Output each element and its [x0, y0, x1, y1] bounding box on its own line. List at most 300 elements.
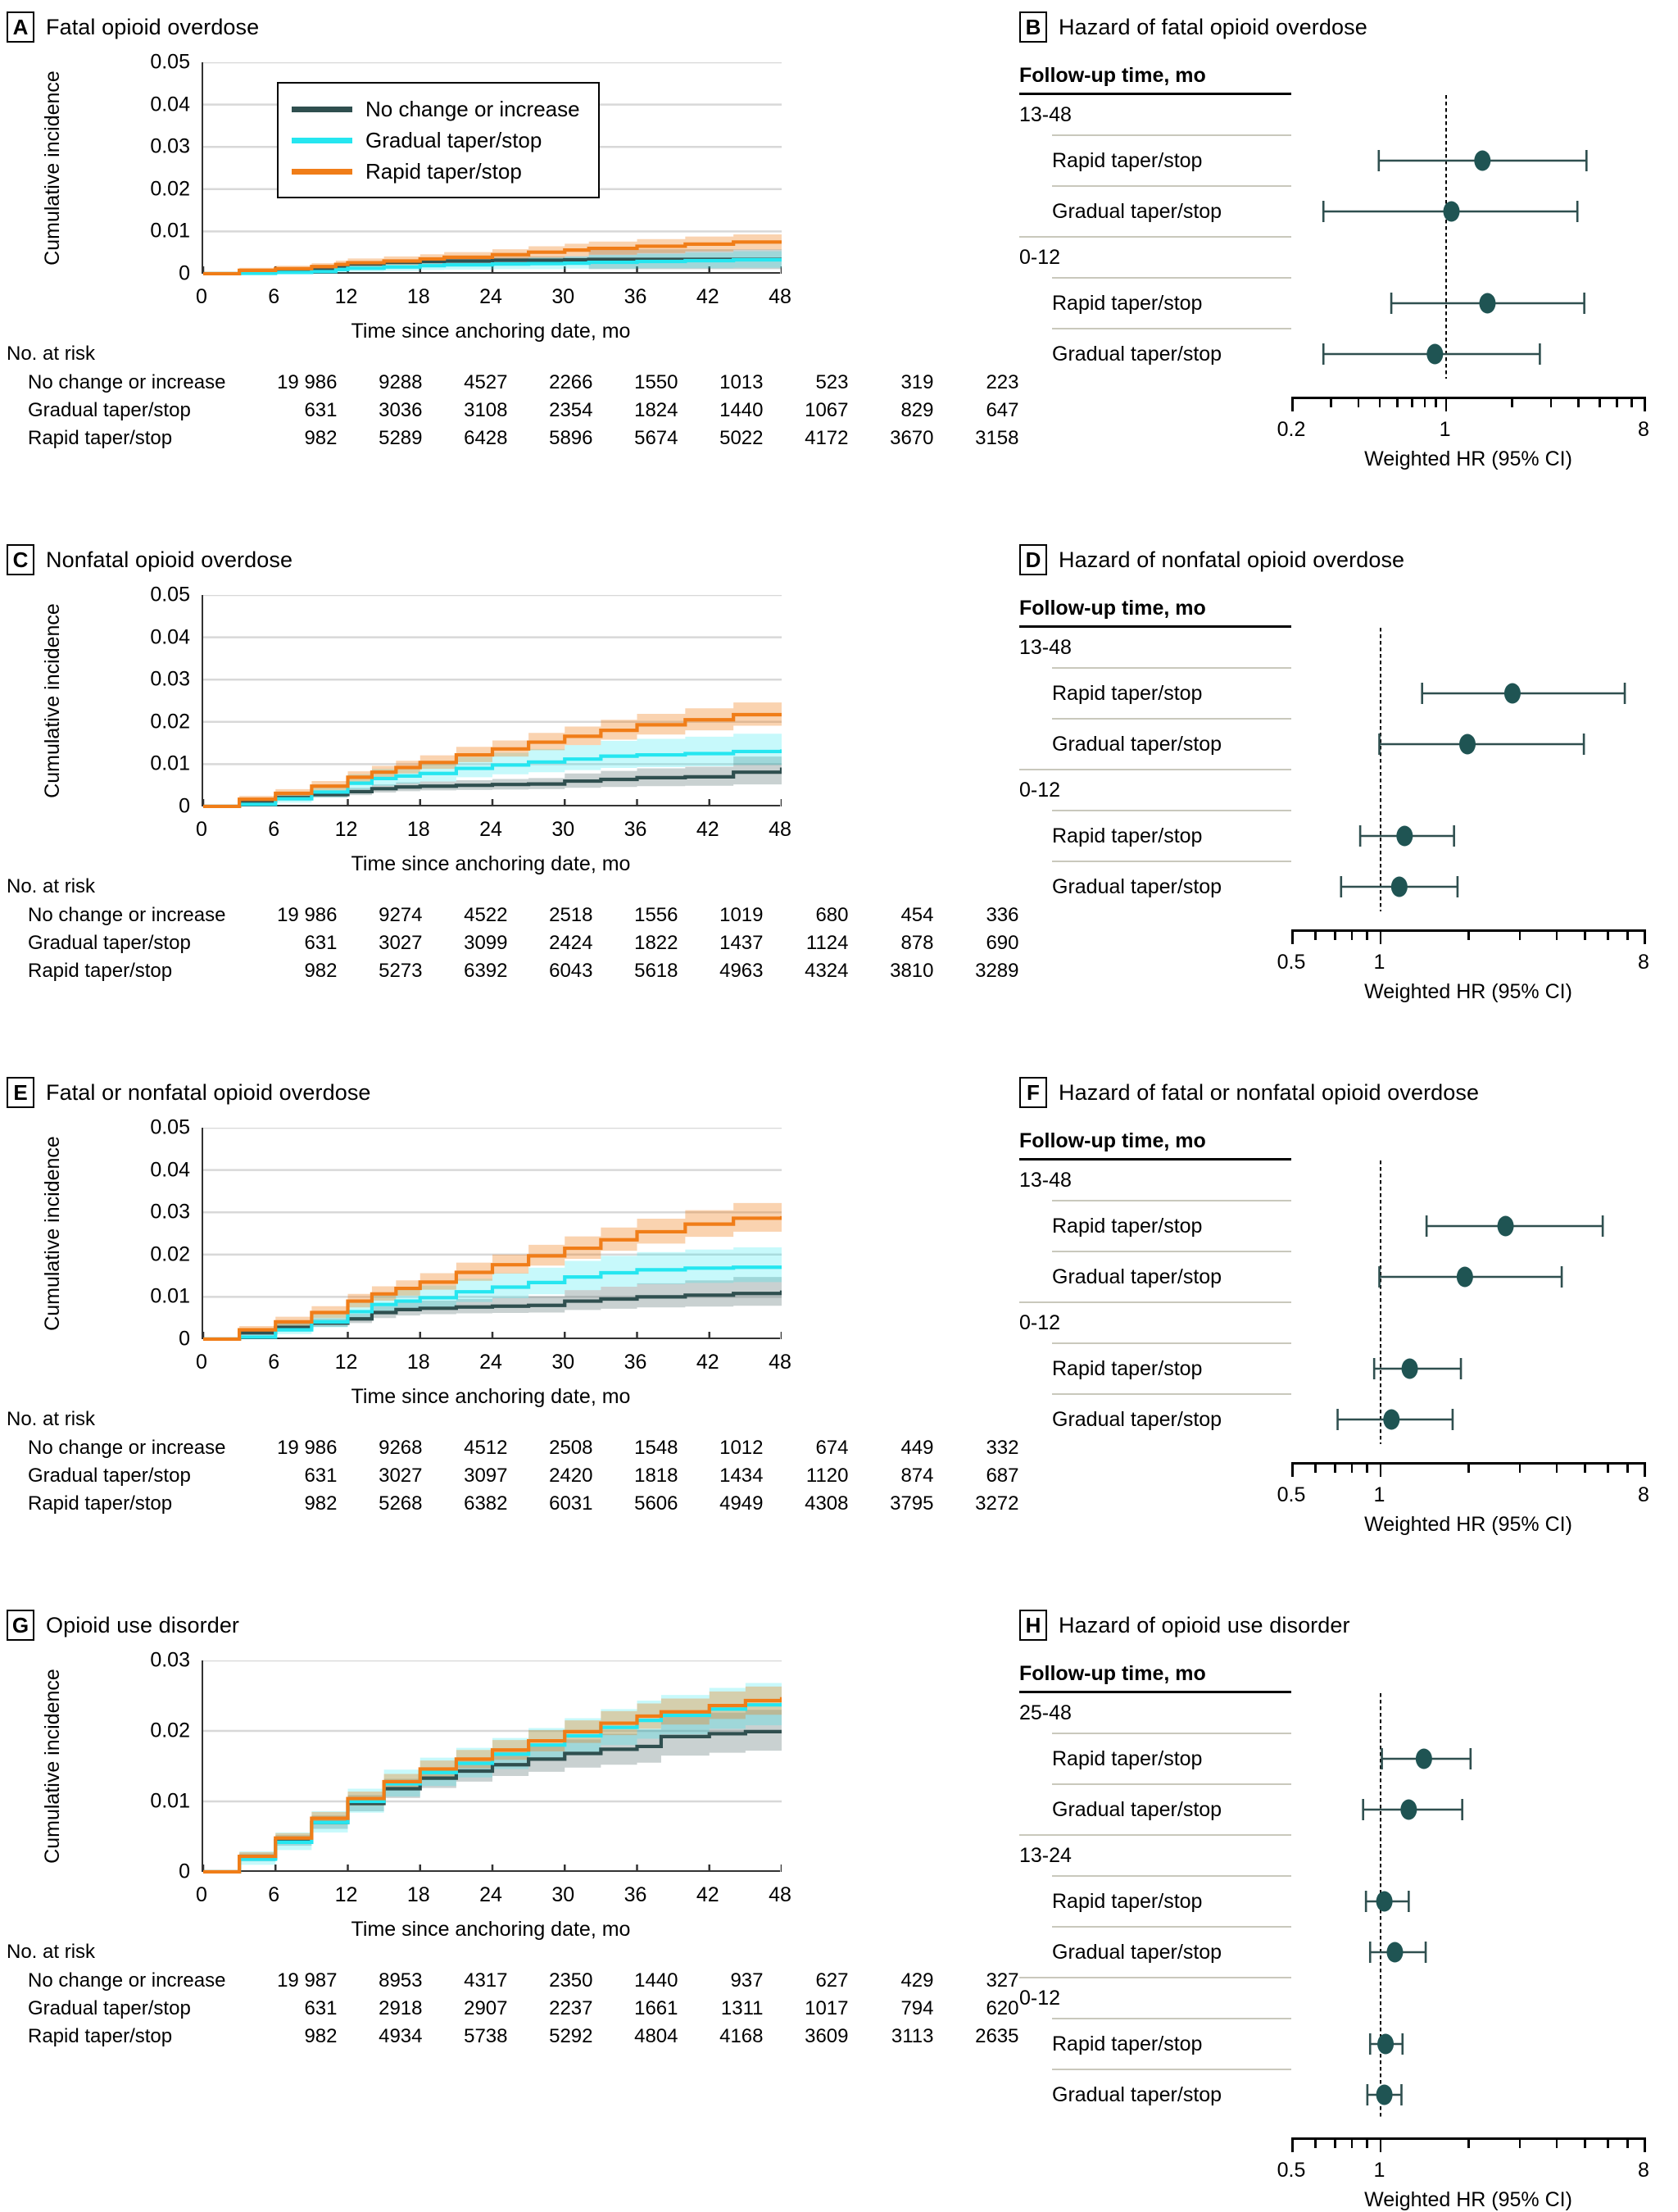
axis-tick-label: 1: [1439, 418, 1451, 441]
x-axis-tick-label: 18: [406, 818, 430, 841]
risk-cell: 690: [986, 932, 1019, 955]
panel-c-nonfatal-opioid-overdose: [7, 544, 1019, 983]
y-axis-tick-label: 0: [179, 261, 190, 285]
risk-cell: 5738: [464, 2025, 508, 2048]
x-axis-tick-label: 0: [196, 818, 207, 841]
forest-group-row: [1019, 1978, 1667, 2018]
axis-tick: [1366, 929, 1368, 940]
axis-tick: [1380, 929, 1382, 944]
panel-letter: B: [1019, 11, 1047, 43]
x-axis-tick-label: 36: [624, 285, 647, 308]
panel-a-fatal-opioid-overdose: [7, 11, 1019, 450]
y-axis-tick-label: 0.01: [150, 1789, 190, 1813]
risk-cell: 3113: [891, 2025, 934, 2048]
risk-cell: 937: [730, 1969, 764, 1992]
forest-row-label: Rapid taper/stop: [1052, 1356, 1203, 1380]
x-axis-tick-label: 42: [696, 285, 719, 308]
forest-group-label: 0-12: [1019, 778, 1061, 802]
risk-cell: 1440: [634, 1969, 678, 1992]
forest-estimate-row: [1019, 811, 1667, 861]
risk-cell: 9268: [379, 1437, 423, 1459]
axis-tick: [1519, 2137, 1522, 2148]
forest-marker-group: [1291, 1785, 1649, 1834]
risk-cell: 3097: [464, 1465, 508, 1488]
forest-group-label: 13-24: [1019, 1843, 1072, 1867]
risk-cell: 1440: [719, 399, 764, 422]
forest-row-label: Rapid taper/stop: [1052, 291, 1203, 315]
y-axis-label: Cumulative incidence: [41, 70, 64, 266]
x-axis-tick-label: 30: [551, 1351, 575, 1374]
x-axis-tick-label: 48: [769, 285, 791, 308]
risk-cell: 1822: [634, 932, 678, 955]
risk-cell: 2508: [549, 1437, 593, 1459]
y-axis-tick-label: 0.03: [150, 134, 190, 158]
x-axis-tick-label: 0: [196, 1883, 207, 1906]
forest-chart-b: [1019, 64, 1667, 470]
axis-tick: [1556, 2137, 1558, 2148]
forest-header: [1019, 1662, 1667, 1691]
forest-marker-group: [1291, 1928, 1649, 1977]
forest-estimate-row: [1019, 1252, 1667, 1301]
y-axis-tick-label: 0.05: [150, 50, 190, 74]
x-axis-tick-label: 36: [624, 818, 647, 841]
risk-cell: 631: [304, 399, 338, 422]
forest-estimate-row: [1019, 2019, 1667, 2069]
risk-cell: 3289: [975, 960, 1019, 983]
forest-estimate-row: [1019, 1734, 1667, 1783]
forest-row-label: Gradual taper/stop: [1052, 1797, 1222, 1821]
risk-cell: 3158: [975, 427, 1019, 450]
table-row: [7, 902, 1018, 929]
x-axis-label: Time since anchoring date, mo: [351, 1385, 631, 1408]
forest-marker-group: [1291, 720, 1649, 769]
risk-cell: 5674: [634, 427, 678, 450]
x-axis-tick-label: 12: [334, 1883, 358, 1906]
risk-numbers-table: [7, 902, 1018, 985]
axis-tick: [1351, 929, 1354, 940]
plot-area: [202, 1660, 780, 1872]
follow-up-time-header: Follow-up time, mo: [1019, 64, 1206, 87]
x-axis-tick-label: 0: [196, 285, 207, 308]
y-axis-tick-label: 0.04: [150, 625, 190, 649]
axis-tick-label: 0.5: [1277, 951, 1306, 974]
table-row: [7, 1434, 1018, 1462]
risk-numbers-table: [7, 369, 1018, 452]
axis-tick-label: 1: [1373, 2159, 1385, 2182]
forest-estimate-row: [1019, 1201, 1667, 1251]
forest-row-label: Rapid taper/stop: [1052, 824, 1203, 847]
risk-cell: 1550: [634, 371, 678, 393]
table-row: [7, 1995, 1018, 2023]
risk-row-label: Gradual taper/stop: [28, 932, 191, 955]
forest-marker-group: [1291, 862, 1649, 911]
risk-cell: 5273: [379, 960, 423, 983]
panel-title: Opioid use disorder: [46, 1612, 240, 1637]
risk-cell: 1019: [719, 904, 764, 926]
risk-cell: 3108: [464, 399, 508, 422]
legend-color-swatch: [292, 169, 352, 175]
forest-row-label: Gradual taper/stop: [1052, 342, 1222, 366]
axis-line: [1291, 397, 1645, 399]
panel-title: Fatal opioid overdose: [46, 14, 260, 39]
forest-row-label: Gradual taper/stop: [1052, 874, 1222, 898]
risk-numbers-table: [7, 1967, 1018, 2051]
risk-cell: 4168: [719, 2025, 764, 2048]
forest-x-axis-label: Weighted HR (95% CI): [1364, 2188, 1572, 2211]
x-axis-tick-label: 48: [769, 1351, 791, 1374]
forest-group-row: [1019, 1836, 1667, 1875]
risk-row-label: Rapid taper/stop: [28, 1492, 173, 1515]
forest-group-row: [1019, 95, 1667, 134]
axis-tick: [1314, 1462, 1317, 1473]
panel-c-header: [7, 544, 982, 575]
forest-row-label: Rapid taper/stop: [1052, 1214, 1203, 1238]
forest-rows: [1019, 628, 1667, 911]
axis-tick: [1607, 929, 1609, 940]
x-axis-tick-label: 30: [551, 1883, 575, 1906]
risk-cell: 1437: [719, 932, 764, 955]
risk-cell: 2635: [975, 2025, 1019, 2048]
panel-g-opioid-use-disorder: [7, 1610, 1019, 2048]
risk-cell: 6428: [464, 427, 508, 450]
x-axis-tick-label: 24: [479, 1351, 502, 1374]
forest-group-row: [1019, 1693, 1667, 1733]
legend-color-swatch: [292, 138, 352, 143]
risk-cell: 2420: [549, 1465, 593, 1488]
forest-estimate-row: [1019, 669, 1667, 718]
forest-marker-group: [1291, 1344, 1649, 1393]
axis-tick: [1314, 929, 1317, 940]
forest-group-row: [1019, 1161, 1667, 1200]
risk-cell: 3810: [890, 960, 934, 983]
forest-marker-group: [1291, 279, 1649, 328]
forest-group-row: [1019, 770, 1667, 810]
risk-cell: 8953: [379, 1969, 423, 1992]
y-axis-tick-label: 0.02: [150, 710, 190, 734]
x-axis-tick-label: 36: [624, 1351, 647, 1374]
forest-estimate-row: [1019, 1395, 1667, 1444]
no-at-risk-table: [7, 1408, 1018, 1518]
axis-tick-label: 1: [1373, 951, 1385, 974]
no-at-risk-caption: No. at risk: [7, 1941, 96, 1963]
y-axis-label: Cumulative incidence: [41, 1136, 64, 1331]
panel-b-header: [1019, 11, 1667, 43]
forest-marker-group: [1291, 1201, 1649, 1251]
risk-cell: 3027: [379, 932, 423, 955]
y-axis-tick-label: 0.03: [150, 1200, 190, 1224]
x-axis-label: Time since anchoring date, mo: [351, 1918, 631, 1941]
risk-cell: 3036: [379, 399, 423, 422]
y-axis-tick-label: 0.04: [150, 1158, 190, 1182]
axis-tick: [1445, 397, 1448, 411]
km-chart-g: [7, 1641, 1019, 2048]
axis-tick: [1435, 397, 1437, 407]
table-row: [7, 929, 1018, 957]
x-axis-tick-label: 48: [769, 818, 791, 841]
risk-row-label: Gradual taper/stop: [28, 1465, 191, 1488]
legend-item: [292, 125, 580, 156]
forest-group-row: [1019, 628, 1667, 667]
axis-tick: [1626, 2137, 1629, 2148]
risk-cell: 982: [304, 1492, 338, 1515]
forest-row-label: Gradual taper/stop: [1052, 1407, 1222, 1431]
legend-item-label: No change or increase: [365, 96, 580, 121]
risk-cell: 5606: [634, 1492, 678, 1515]
axis-tick: [1380, 1462, 1382, 1477]
risk-cell: 680: [815, 904, 849, 926]
panel-d-hazard-nonfatal-opioid-overdose: [1019, 544, 1667, 1003]
risk-cell: 2350: [549, 1969, 593, 1992]
forest-group-label: 13-48: [1019, 1168, 1072, 1192]
y-axis-tick-label: 0.02: [150, 177, 190, 201]
risk-cell: 332: [986, 1437, 1019, 1459]
axis-tick: [1511, 397, 1513, 407]
forest-group-label: 25-48: [1019, 1701, 1072, 1724]
axis-tick: [1599, 397, 1601, 407]
panel-a-header: [7, 11, 982, 43]
axis-tick: [1626, 1462, 1629, 1473]
y-axis-tick-label: 0: [179, 1327, 190, 1351]
axis-tick: [1607, 1462, 1609, 1473]
risk-cell: 1434: [719, 1465, 764, 1488]
risk-cell: 1818: [634, 1465, 678, 1488]
forest-group-label: 13-48: [1019, 635, 1072, 659]
plot-area: [202, 1128, 780, 1339]
panel-letter: F: [1019, 1077, 1047, 1108]
x-axis-tick-label: 12: [334, 1351, 358, 1374]
risk-cell: 5292: [549, 2025, 593, 2048]
risk-cell: 6392: [464, 960, 508, 983]
risk-cell: 19 987: [277, 1969, 338, 1992]
risk-cell: 1013: [719, 371, 764, 393]
forest-marker-group: [1291, 1395, 1649, 1444]
axis-tick: [1411, 397, 1413, 407]
panel-title: Hazard of opioid use disorder: [1059, 1612, 1350, 1637]
risk-cell: 5268: [379, 1492, 423, 1515]
axis-tick: [1314, 2137, 1317, 2148]
axis-tick: [1396, 397, 1399, 407]
table-row: [7, 369, 1018, 397]
panel-letter: E: [7, 1077, 34, 1108]
y-axis-tick-label: 0.03: [150, 1648, 190, 1672]
risk-cell: 829: [900, 399, 934, 422]
axis-tick: [1291, 2137, 1294, 2152]
x-axis-label: Time since anchoring date, mo: [351, 320, 631, 343]
forest-marker-group: [1291, 136, 1649, 185]
panel-title: Fatal or nonfatal opioid overdose: [46, 1079, 371, 1105]
axis-tick-label: 0.5: [1277, 2159, 1306, 2182]
risk-cell: 319: [900, 371, 934, 393]
forest-marker-group: [1291, 2019, 1649, 2069]
axis-tick: [1380, 2137, 1382, 2152]
risk-cell: 3670: [890, 427, 934, 450]
x-axis-tick-label: 18: [406, 1883, 430, 1906]
risk-cell: 4804: [634, 2025, 678, 2048]
panel-d-header: [1019, 544, 1667, 575]
risk-cell: 627: [815, 1969, 849, 1992]
risk-cell: 1124: [805, 932, 849, 955]
axis-tick: [1334, 1462, 1336, 1473]
no-at-risk-caption: No. at risk: [7, 875, 96, 897]
axis-tick: [1351, 2137, 1354, 2148]
x-axis-tick-label: 24: [479, 818, 502, 841]
axis-tick: [1291, 1462, 1294, 1477]
no-at-risk-caption: No. at risk: [7, 343, 96, 365]
risk-cell: 3609: [805, 2025, 849, 2048]
km-chart-c: [7, 575, 1019, 983]
forest-marker-group: [1291, 811, 1649, 861]
risk-cell: 523: [815, 371, 849, 393]
forest-axis-wrap: [1277, 929, 1649, 1003]
risk-cell: 2518: [549, 904, 593, 926]
x-axis-tick-label: 48: [769, 1883, 791, 1906]
forest-x-axis-label: Weighted HR (95% CI): [1364, 447, 1572, 470]
risk-cell: 4317: [464, 1969, 508, 1992]
plot-area: [202, 595, 780, 806]
axis-tick: [1366, 1462, 1368, 1473]
y-axis-tick-label: 0.01: [150, 219, 190, 243]
axis-tick: [1550, 397, 1553, 407]
forest-estimate-row: [1019, 862, 1667, 911]
km-chart-e: [7, 1108, 1019, 1515]
panel-f-header: [1019, 1077, 1667, 1108]
risk-cell: 5289: [379, 427, 423, 450]
x-axis-tick-label: 18: [406, 1351, 430, 1374]
forest-row-label: Rapid taper/stop: [1052, 681, 1203, 705]
forest-x-axis-label: Weighted HR (95% CI): [1364, 980, 1572, 1003]
x-axis-tick-label: 36: [624, 1883, 647, 1906]
risk-cell: 4512: [464, 1437, 508, 1459]
x-axis-tick-label: 24: [479, 1883, 502, 1906]
risk-cell: 9274: [379, 904, 423, 926]
risk-cell: 429: [900, 1969, 934, 1992]
risk-cell: 3099: [464, 932, 508, 955]
x-axis-tick-label: 6: [268, 285, 280, 308]
risk-cell: 4324: [805, 960, 849, 983]
panel-title: Hazard of fatal or nonfatal opioid overdose: [1059, 1079, 1480, 1105]
forest-marker-group: [1291, 1252, 1649, 1301]
risk-row-label: No change or increase: [28, 1437, 226, 1459]
forest-row-label: Gradual taper/stop: [1052, 2083, 1222, 2106]
axis-tick-label: 1: [1373, 1483, 1385, 1506]
axis-tick: [1467, 929, 1470, 940]
risk-row-label: No change or increase: [28, 371, 226, 393]
y-axis-tick-label: 0.01: [150, 752, 190, 775]
risk-cell: 4172: [805, 427, 849, 450]
y-axis-tick-label: 0.03: [150, 667, 190, 691]
follow-up-time-header: Follow-up time, mo: [1019, 597, 1206, 620]
risk-row-label: Rapid taper/stop: [28, 2025, 173, 2048]
forest-marker-group: [1291, 187, 1649, 236]
risk-cell: 674: [815, 1437, 849, 1459]
forest-marker-group: [1291, 1734, 1649, 1783]
x-axis-tick-label: 0: [196, 1351, 207, 1374]
y-axis-tick-label: 0.02: [150, 1242, 190, 1266]
forest-chart-d: [1019, 597, 1667, 1003]
risk-cell: 4934: [379, 2025, 423, 2048]
axis-tick: [1556, 1462, 1558, 1473]
risk-cell: 982: [304, 960, 338, 983]
no-at-risk-table: [7, 875, 1018, 985]
risk-cell: 620: [986, 1997, 1019, 2020]
axis-tick-label: 8: [1638, 1483, 1649, 1506]
forest-group-label: 13-48: [1019, 102, 1072, 126]
forest-row-label: Gradual taper/stop: [1052, 1940, 1222, 1964]
x-axis-tick-label: 30: [551, 285, 575, 308]
panel-b-hazard-fatal-opioid-overdose: [1019, 11, 1667, 470]
forest-estimate-row: [1019, 329, 1667, 379]
legend-item: [292, 156, 580, 187]
y-axis-tick-label: 0.05: [150, 1115, 190, 1139]
panel-title: Nonfatal opioid overdose: [46, 547, 293, 572]
x-axis-tick-label: 6: [268, 1883, 280, 1906]
axis-tick: [1366, 2137, 1368, 2148]
risk-row-label: Gradual taper/stop: [28, 399, 191, 422]
axis-tick: [1467, 2137, 1470, 2148]
risk-cell: 2907: [464, 1997, 508, 2020]
axis-tick-label: 0.5: [1277, 1483, 1306, 1506]
risk-cell: 5618: [634, 960, 678, 983]
risk-cell: 223: [986, 371, 1019, 393]
legend-item-label: Rapid taper/stop: [365, 158, 522, 184]
y-axis-label: Cumulative incidence: [41, 1669, 64, 1864]
table-row: [7, 1967, 1018, 1995]
risk-cell: 3795: [890, 1492, 934, 1515]
legend-item: [292, 93, 580, 125]
risk-cell: 794: [900, 1997, 934, 2020]
axis-tick: [1644, 397, 1646, 411]
table-row: [7, 957, 1018, 985]
risk-row-label: Rapid taper/stop: [28, 427, 173, 450]
x-axis-tick-label: 12: [334, 285, 358, 308]
forest-group-row: [1019, 238, 1667, 277]
axis-tick: [1584, 1462, 1586, 1473]
axis-tick-label: 8: [1638, 2159, 1649, 2182]
risk-cell: 1661: [634, 1997, 678, 2020]
forest-estimate-row: [1019, 720, 1667, 769]
axis-tick: [1519, 1462, 1522, 1473]
risk-cell: 631: [304, 1465, 338, 1488]
y-axis-tick-label: 0: [179, 1860, 190, 1883]
legend-color-swatch: [292, 107, 352, 112]
forest-marker-group: [1291, 669, 1649, 718]
panel-h-header: [1019, 1610, 1667, 1641]
risk-cell: 874: [900, 1465, 934, 1488]
panel-e-header: [7, 1077, 982, 1108]
risk-cell: 336: [986, 904, 1019, 926]
forest-row-label: Rapid taper/stop: [1052, 2032, 1203, 2055]
follow-up-time-header: Follow-up time, mo: [1019, 1129, 1206, 1152]
axis-tick: [1379, 397, 1381, 407]
forest-row-label: Rapid taper/stop: [1052, 1746, 1203, 1770]
forest-row-label: Gradual taper/stop: [1052, 1265, 1222, 1288]
forest-row-label: Gradual taper/stop: [1052, 732, 1222, 756]
risk-cell: 9288: [379, 371, 423, 393]
forest-estimate-row: [1019, 1877, 1667, 1926]
forest-marker-group: [1291, 1877, 1649, 1926]
y-axis-label: Cumulative incidence: [41, 603, 64, 798]
axis-tick: [1644, 929, 1646, 944]
forest-marker-group: [1291, 329, 1649, 379]
axis-tick: [1424, 397, 1426, 407]
risk-cell: 1012: [719, 1437, 764, 1459]
forest-estimate-row: [1019, 187, 1667, 236]
forest-axis-wrap: [1277, 1462, 1649, 1536]
forest-chart-h: [1019, 1662, 1667, 2211]
risk-row-label: No change or increase: [28, 1969, 226, 1992]
table-row: [7, 397, 1018, 425]
axis-tick: [1556, 929, 1558, 940]
